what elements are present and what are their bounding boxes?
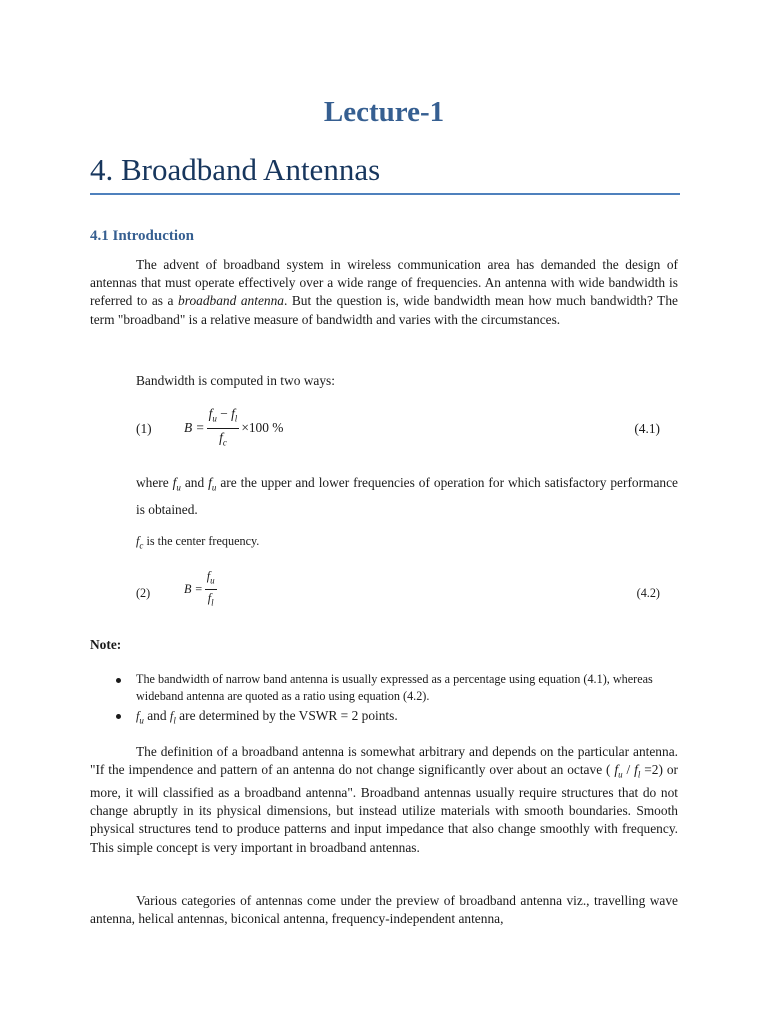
where-paragraph	[136, 472, 678, 521]
equation-reference: (4.1)	[634, 421, 660, 436]
note-label: Note:	[90, 637, 122, 652]
symbol-f: f	[634, 762, 638, 778]
equation-4-1	[90, 405, 680, 455]
fraction-numerator	[205, 568, 217, 590]
definition-paragraph	[90, 743, 678, 857]
equation-number: (1)	[136, 421, 152, 436]
lecture-title: Lecture-1	[323, 96, 445, 128]
subscript-u: u	[139, 715, 144, 726]
equation-reference: (4.2)	[636, 586, 660, 600]
center-frequency-text: is the center frequency.	[143, 534, 260, 548]
symbol-f: f	[136, 709, 140, 723]
fraction-denominator	[208, 590, 214, 611]
symbol-f: f	[208, 475, 212, 490]
minus-sign: −	[216, 406, 232, 421]
subscript-u: u	[211, 482, 217, 493]
subscript-u: u	[210, 575, 215, 586]
and-text: and	[180, 475, 209, 490]
equation-4-2	[90, 568, 680, 618]
definition-text-a: The definition of a broadband antenna is somewhat arbitrary and depends on the particular antenna. "If the impendence and pattern of an antenna do not change significantly over about an octave (	[90, 744, 678, 778]
center-frequency-note	[136, 534, 259, 550]
title-divider	[90, 193, 680, 195]
intro-paragraph	[90, 256, 678, 329]
equation-lhs: B =	[184, 582, 203, 597]
where-text: where	[136, 475, 173, 490]
subscript-c: c	[222, 437, 227, 448]
section-heading: 4.1 Introduction	[90, 228, 194, 244]
subscript-c: c	[139, 540, 144, 551]
note-list	[116, 671, 680, 730]
categories-paragraph: Various categories of antennas come under the preview of broadband antenna viz., travelling wave antenna, helical antennas, biconical antenna, frequency-independent antenna,	[90, 893, 678, 927]
list-item	[116, 671, 680, 705]
bullet-icon	[116, 714, 121, 719]
equation-formula	[184, 568, 219, 612]
where-description: are the upper and lower frequencies of operation for which satisfactory performance is obtained.	[136, 475, 678, 517]
fraction	[205, 568, 217, 612]
symbol-f: f	[614, 762, 619, 778]
slash-text: /	[622, 762, 635, 778]
subscript-l: l	[234, 413, 238, 424]
intro-text-a: The advent of broadband system in wireless communication area has demanded the design of antennas that must operate effectively over a wide range of frequencies. An antenna with wide bandwidth is referred to as a	[90, 257, 678, 309]
symbol-f: f	[207, 591, 212, 606]
symbol-f: f	[136, 534, 140, 548]
symbol-f: f	[172, 475, 177, 490]
definition-text-b: =2) or more, it will classified as a broadband antenna". Broadband antennas usually require structures that do not change abruptly in its physical dimensions, but instead utilize materials with smooth boundaries. Smooth physical structures tend to produce patterns and input impedance that also change smoothly with frequency. This simple concept is very important in broadband antennas.	[90, 762, 678, 855]
symbol-f: f	[206, 569, 211, 583]
subscript-u: u	[176, 482, 181, 493]
equation-tail: ×100 %	[241, 420, 284, 436]
symbol-f: f	[208, 406, 213, 421]
fraction	[207, 405, 240, 451]
equation-lhs: B =	[184, 420, 205, 436]
symbol-f: f	[169, 709, 174, 723]
symbol-f: f	[219, 429, 223, 445]
bullet-text: are determined by the VSWR = 2 points.	[175, 708, 398, 723]
and-text: and	[143, 708, 170, 723]
subscript-l: l	[637, 769, 641, 780]
intro-text-b: . But the question is, wide bandwidth mean how much bandwidth? The term "broadband" is a relative measure of bandwidth and varies with the circumstances.	[90, 293, 678, 327]
fraction-denominator	[219, 429, 227, 452]
bullet-text: The bandwidth of narrow band antenna is usually expressed as a percentage using equation (4.1), whereas wideband antenna are quoted as a ratio using equation (4.2).	[136, 672, 653, 703]
list-item	[116, 707, 680, 730]
subscript-u: u	[618, 769, 623, 780]
equation-formula	[184, 405, 283, 451]
symbol-f: f	[231, 406, 235, 421]
bullet-icon	[116, 678, 121, 683]
intro-emphasis: broadband antenna	[178, 293, 284, 309]
fraction-numerator	[207, 405, 240, 429]
chapter-title: 4. Broadband Antennas	[90, 152, 381, 187]
equation-number: (2)	[136, 586, 151, 600]
subscript-u: u	[212, 413, 217, 424]
subscript-l: l	[211, 597, 214, 608]
subscript-l: l	[173, 715, 176, 726]
bandwidth-lead: Bandwidth is computed in two ways:	[136, 373, 335, 388]
